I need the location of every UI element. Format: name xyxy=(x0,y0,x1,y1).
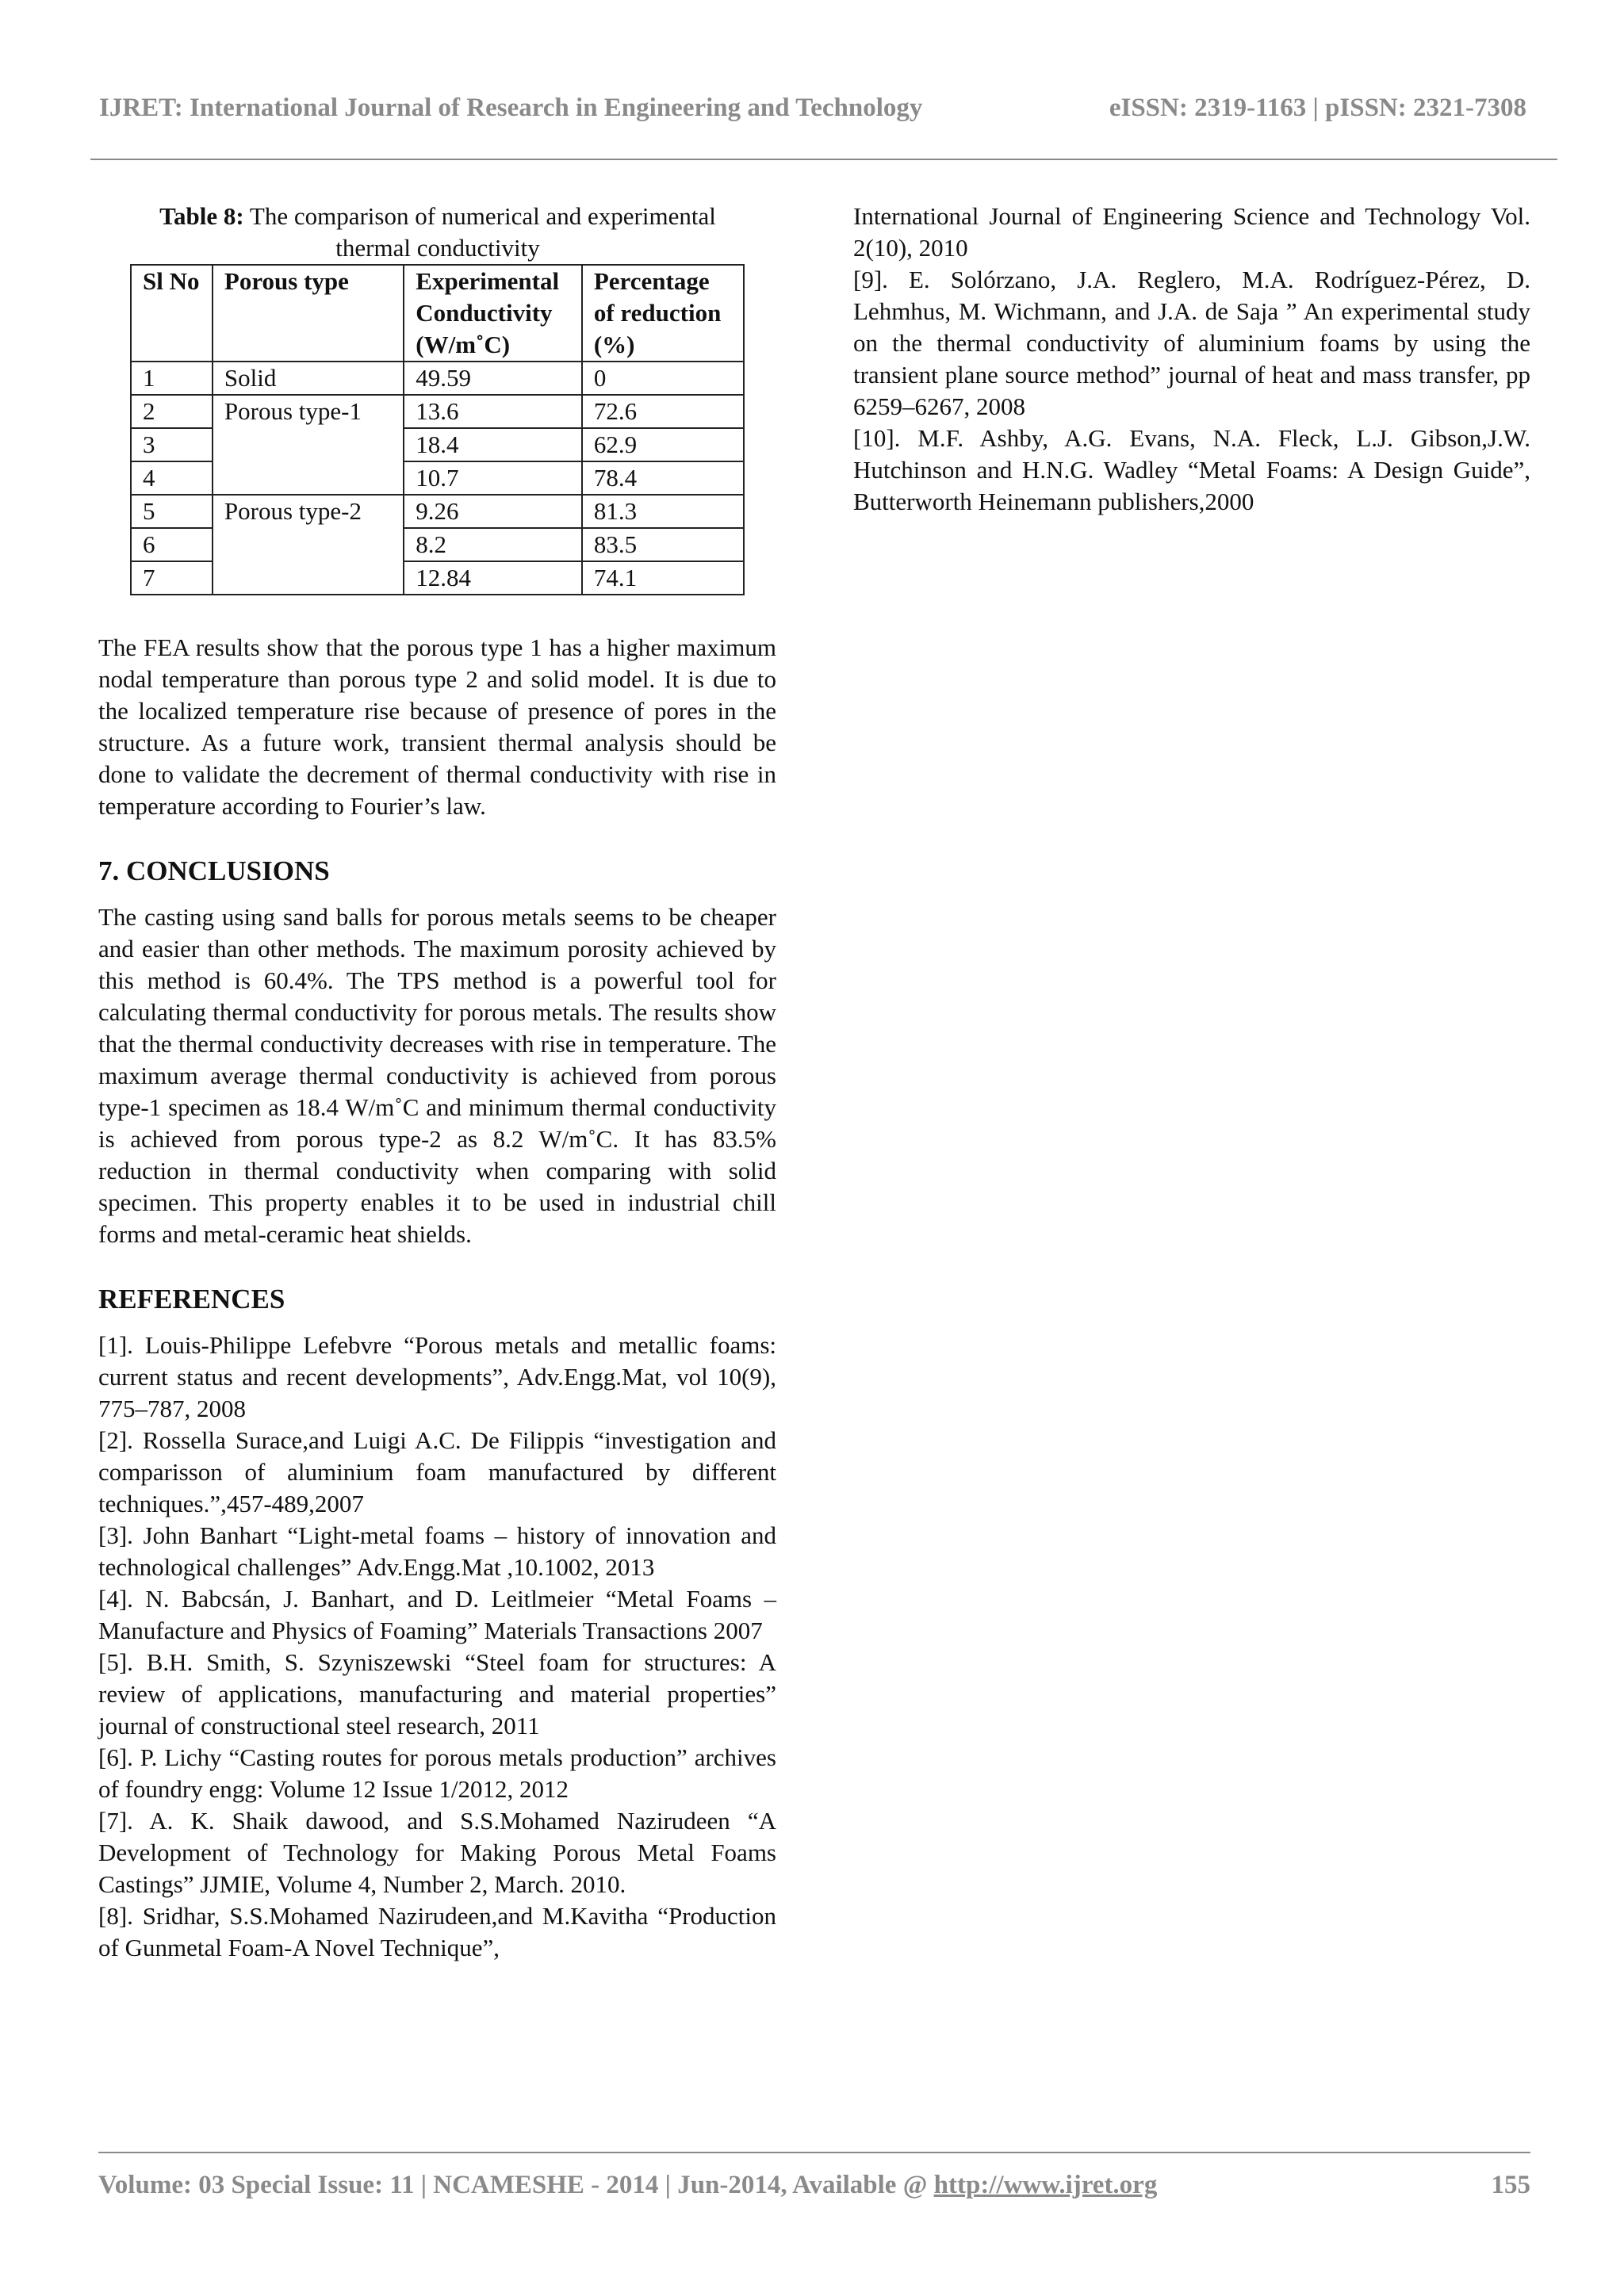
reference-item: [7]. A. K. Shaik dawood, and S.S.Mohamed Nazirudeen “A Development of Technology for Making Porous Metal Foams Castings” JJMIE, Volume 4, Number 2, March. 2010. xyxy=(98,1807,776,1898)
table-header-row xyxy=(131,265,744,362)
left-column xyxy=(98,201,776,1964)
table-caption xyxy=(128,201,747,264)
cell-type: Porous type-1 xyxy=(213,395,404,428)
conclusions-paragraph: The casting using sand balls for porous metals seems to be cheaper and easier than other methods. The maximum porosity achieved by this method is 60.4%. The TPS method is a powerful tool for calculating thermal conductivity for porous metals. The results show that the thermal conductivity decreases with rise in temperature. The maximum average thermal conductivity is achieved from porous type-1 specimen as 18.4 W/m˚C and minimum thermal conductivity is achieved from porous type-2 as 8.2 W/m˚C. It has 83.5% reduction in thermal conductivity when comparing with solid specimen. This property enables it to be used in industrial chill forms and metal-ceramic heat shields. xyxy=(98,903,776,1248)
cell-reduction: 81.3 xyxy=(582,495,744,528)
header-porous-type: Porous type xyxy=(213,265,404,362)
cell-sl: 6 xyxy=(131,528,213,561)
cell-type: Solid xyxy=(213,362,404,395)
header-divider xyxy=(90,159,1557,160)
journal-link[interactable]: http://www.ijret.org xyxy=(933,2171,1158,2199)
right-column xyxy=(853,201,1530,518)
cell-reduction: 78.4 xyxy=(582,461,744,495)
reference-item: [3]. John Banhart “Light-metal foams – history of innovation and technological challenges” Adv.Engg.Mat ,10.1002, 2013 xyxy=(98,1521,776,1581)
references-heading: REFERENCES xyxy=(98,1284,285,1314)
header-conductivity: Experimental Conductivity (W/m˚C) xyxy=(404,265,582,362)
header-reduction: Percentage of reduction (%) xyxy=(582,265,744,362)
issn-info: eISSN: 2319-1163 | pISSN: 2321-7308 xyxy=(1109,94,1526,122)
reference-item: [2]. Rossella Surace,and Luigi A.C. De Filippis “investigation and comparisson of aluminium foam manufactured by different techniques.”,457-489,2007 xyxy=(98,1426,776,1517)
cell-conductivity: 12.84 xyxy=(404,561,582,595)
cell-type xyxy=(213,528,404,561)
cell-type xyxy=(213,428,404,461)
table-caption-text: The comparison of numerical and experimental thermal conductivity xyxy=(249,202,716,262)
table-row xyxy=(131,362,744,395)
table-row xyxy=(131,528,744,561)
cell-reduction: 0 xyxy=(582,362,744,395)
reference-item: International Journal of Engineering Science and Technology Vol. 2(10), 2010 xyxy=(853,202,1530,262)
cell-conductivity: 13.6 xyxy=(404,395,582,428)
cell-sl: 7 xyxy=(131,561,213,595)
reference-item: [10]. M.F. Ashby, A.G. Evans, N.A. Fleck, L.J. Gibson,J.W. Hutchinson and H.N.G. Wadley “Metal Foams: A Design Guide”, Butterworth Heinemann publishers,2000 xyxy=(853,424,1530,515)
cell-type xyxy=(213,461,404,495)
cell-sl: 5 xyxy=(131,495,213,528)
cell-sl: 4 xyxy=(131,461,213,495)
cell-conductivity: 8.2 xyxy=(404,528,582,561)
cell-conductivity: 18.4 xyxy=(404,428,582,461)
cell-conductivity: 10.7 xyxy=(404,461,582,495)
reference-item: [9]. E. Solórzano, J.A. Reglero, M.A. Rodríguez-Pérez, D. Lehmhus, M. Wichmann, and J.A. de Saja ” An experimental study on the thermal conductivity of aluminium foams by using the transient plane source method” journal of heat and mass transfer, pp 6259–6267, 2008 xyxy=(853,266,1530,420)
table-caption-label: Table 8: xyxy=(159,202,244,230)
cell-sl: 1 xyxy=(131,362,213,395)
table-row xyxy=(131,461,744,495)
cell-reduction: 74.1 xyxy=(582,561,744,595)
reference-item: [5]. B.H. Smith, S. Szyniszewski “Steel foam for structures: A review of applications, manufacturing and material properties” journal of constructional steel research, 2011 xyxy=(98,1648,776,1739)
reference-item: [4]. N. Babcsán, J. Banhart, and D. Leitlmeier “Metal Foams – Manufacture and Physics of Foaming” Materials Transactions 2007 xyxy=(98,1585,776,1644)
footer-divider xyxy=(98,2152,1530,2153)
cell-conductivity: 9.26 xyxy=(404,495,582,528)
reference-item: [6]. P. Lichy “Casting routes for porous metals production” archives of foundry engg: Volume 12 Issue 1/2012, 2012 xyxy=(98,1743,776,1803)
header-sl-no: Sl No xyxy=(131,265,213,362)
cell-type: Porous type-2 xyxy=(213,495,404,528)
page-number: 155 xyxy=(1491,2171,1530,2199)
table-row xyxy=(131,561,744,595)
table-row xyxy=(131,495,744,528)
table-row xyxy=(131,395,744,428)
reference-item: [1]. Louis-Philippe Lefebvre “Porous metals and metallic foams: current status and recent developments”, Adv.Engg.Mat, vol 10(9), 775–787, 2008 xyxy=(98,1331,776,1422)
table-row xyxy=(131,428,744,461)
cell-conductivity: 49.59 xyxy=(404,362,582,395)
cell-reduction: 62.9 xyxy=(582,428,744,461)
cell-reduction: 72.6 xyxy=(582,395,744,428)
footer-text: Volume: 03 Special Issue: 11 | NCAMESHE - 2014 | Jun-2014, Available @ xyxy=(98,2171,934,2199)
conductivity-table xyxy=(130,264,745,595)
reference-item: [8]. Sridhar, S.S.Mohamed Nazirudeen,and M.Kavitha “Production of Gunmetal Foam-A Novel Technique”, xyxy=(98,1902,776,1961)
footer-volume-info xyxy=(98,2171,1157,2200)
journal-title: IJRET: International Journal of Research in Engineering and Technology xyxy=(99,94,923,122)
cell-reduction: 83.5 xyxy=(582,528,744,561)
fea-results-paragraph: The FEA results show that the porous type 1 has a higher maximum nodal temperature than porous type 2 and solid model. It is due to the localized temperature rise because of presence of pores in the structure. As a future work, transient thermal analysis should be done to validate the decrement of thermal conductivity with rise in temperature according to Fourier’s law. xyxy=(98,633,776,820)
cell-type xyxy=(213,561,404,595)
cell-sl: 2 xyxy=(131,395,213,428)
conclusions-heading: 7. CONCLUSIONS xyxy=(98,855,330,886)
cell-sl: 3 xyxy=(131,428,213,461)
